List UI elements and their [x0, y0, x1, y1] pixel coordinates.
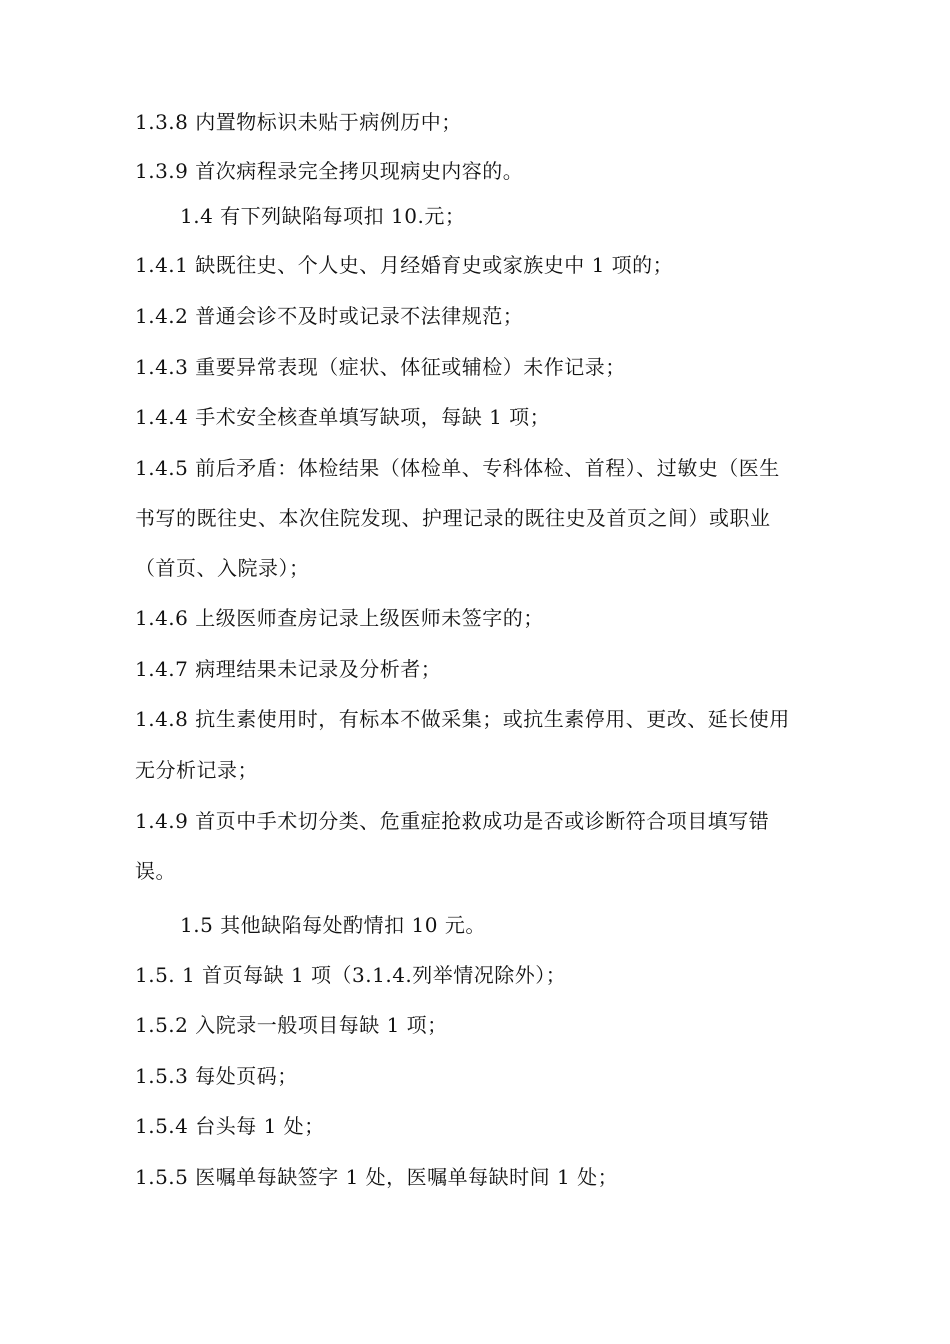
- text-line: 1.4.5 前后矛盾：体检结果（体检单、专科体检、首程）、过敏史（医生: [135, 456, 780, 480]
- text-line: 1.4.6 上级医师查房记录上级医师未签字的；: [135, 606, 544, 630]
- text-line: 1.4.4 手术安全核查单填写缺项，每缺 1 项；: [135, 405, 551, 429]
- text-line: 1.4.8 抗生素使用时，有标本不做采集；或抗生素停用、更改、延长使用: [135, 707, 790, 731]
- section-heading: 1.5 其他缺陷每处酌情扣 10 元。: [180, 913, 486, 937]
- text-line: 1.3.8 内置物标识未贴于病例历中；: [135, 110, 462, 134]
- text-line: 1.5.4 台头每 1 处；: [135, 1114, 325, 1138]
- text-line: 1.5.5 医嘱单每缺签字 1 处，医嘱单每缺时间 1 处；: [135, 1165, 619, 1189]
- text-line: 1.4.3 重要异常表现（症状、体征或辅检）未作记录；: [135, 355, 626, 379]
- text-line: 1.4.7 病理结果未记录及分析者；: [135, 657, 442, 681]
- text-line: 1.5.3 每处页码；: [135, 1064, 298, 1088]
- text-line: 1.5. 1 首页每缺 1 项（3.1.4.列举情况除外）；: [135, 963, 567, 987]
- text-line: 1.4.9 首页中手术切分类、危重症抢救成功是否或诊断符合项目填写错: [135, 809, 770, 833]
- text-line: 1.3.9 首次病程录完全拷贝现病史内容的。: [135, 159, 524, 183]
- text-line: （首页、入院录）；: [135, 556, 310, 580]
- text-line: 书写的既往史、本次住院发现、护理记录的既往史及首页之间）或职业: [135, 506, 771, 530]
- text-line: 无分析记录；: [135, 758, 258, 782]
- text-line: 1.5.2 入院录一般项目每缺 1 项；: [135, 1013, 448, 1037]
- text-line: 1.4.1 缺既往史、个人史、月经婚育史或家族史中 1 项的；: [135, 253, 674, 277]
- text-line: 误。: [135, 859, 176, 883]
- text-line: 1.4.2 普通会诊不及时或记录不法律规范；: [135, 304, 524, 328]
- section-heading: 1.4 有下列缺陷每项扣 10.元；: [180, 204, 466, 228]
